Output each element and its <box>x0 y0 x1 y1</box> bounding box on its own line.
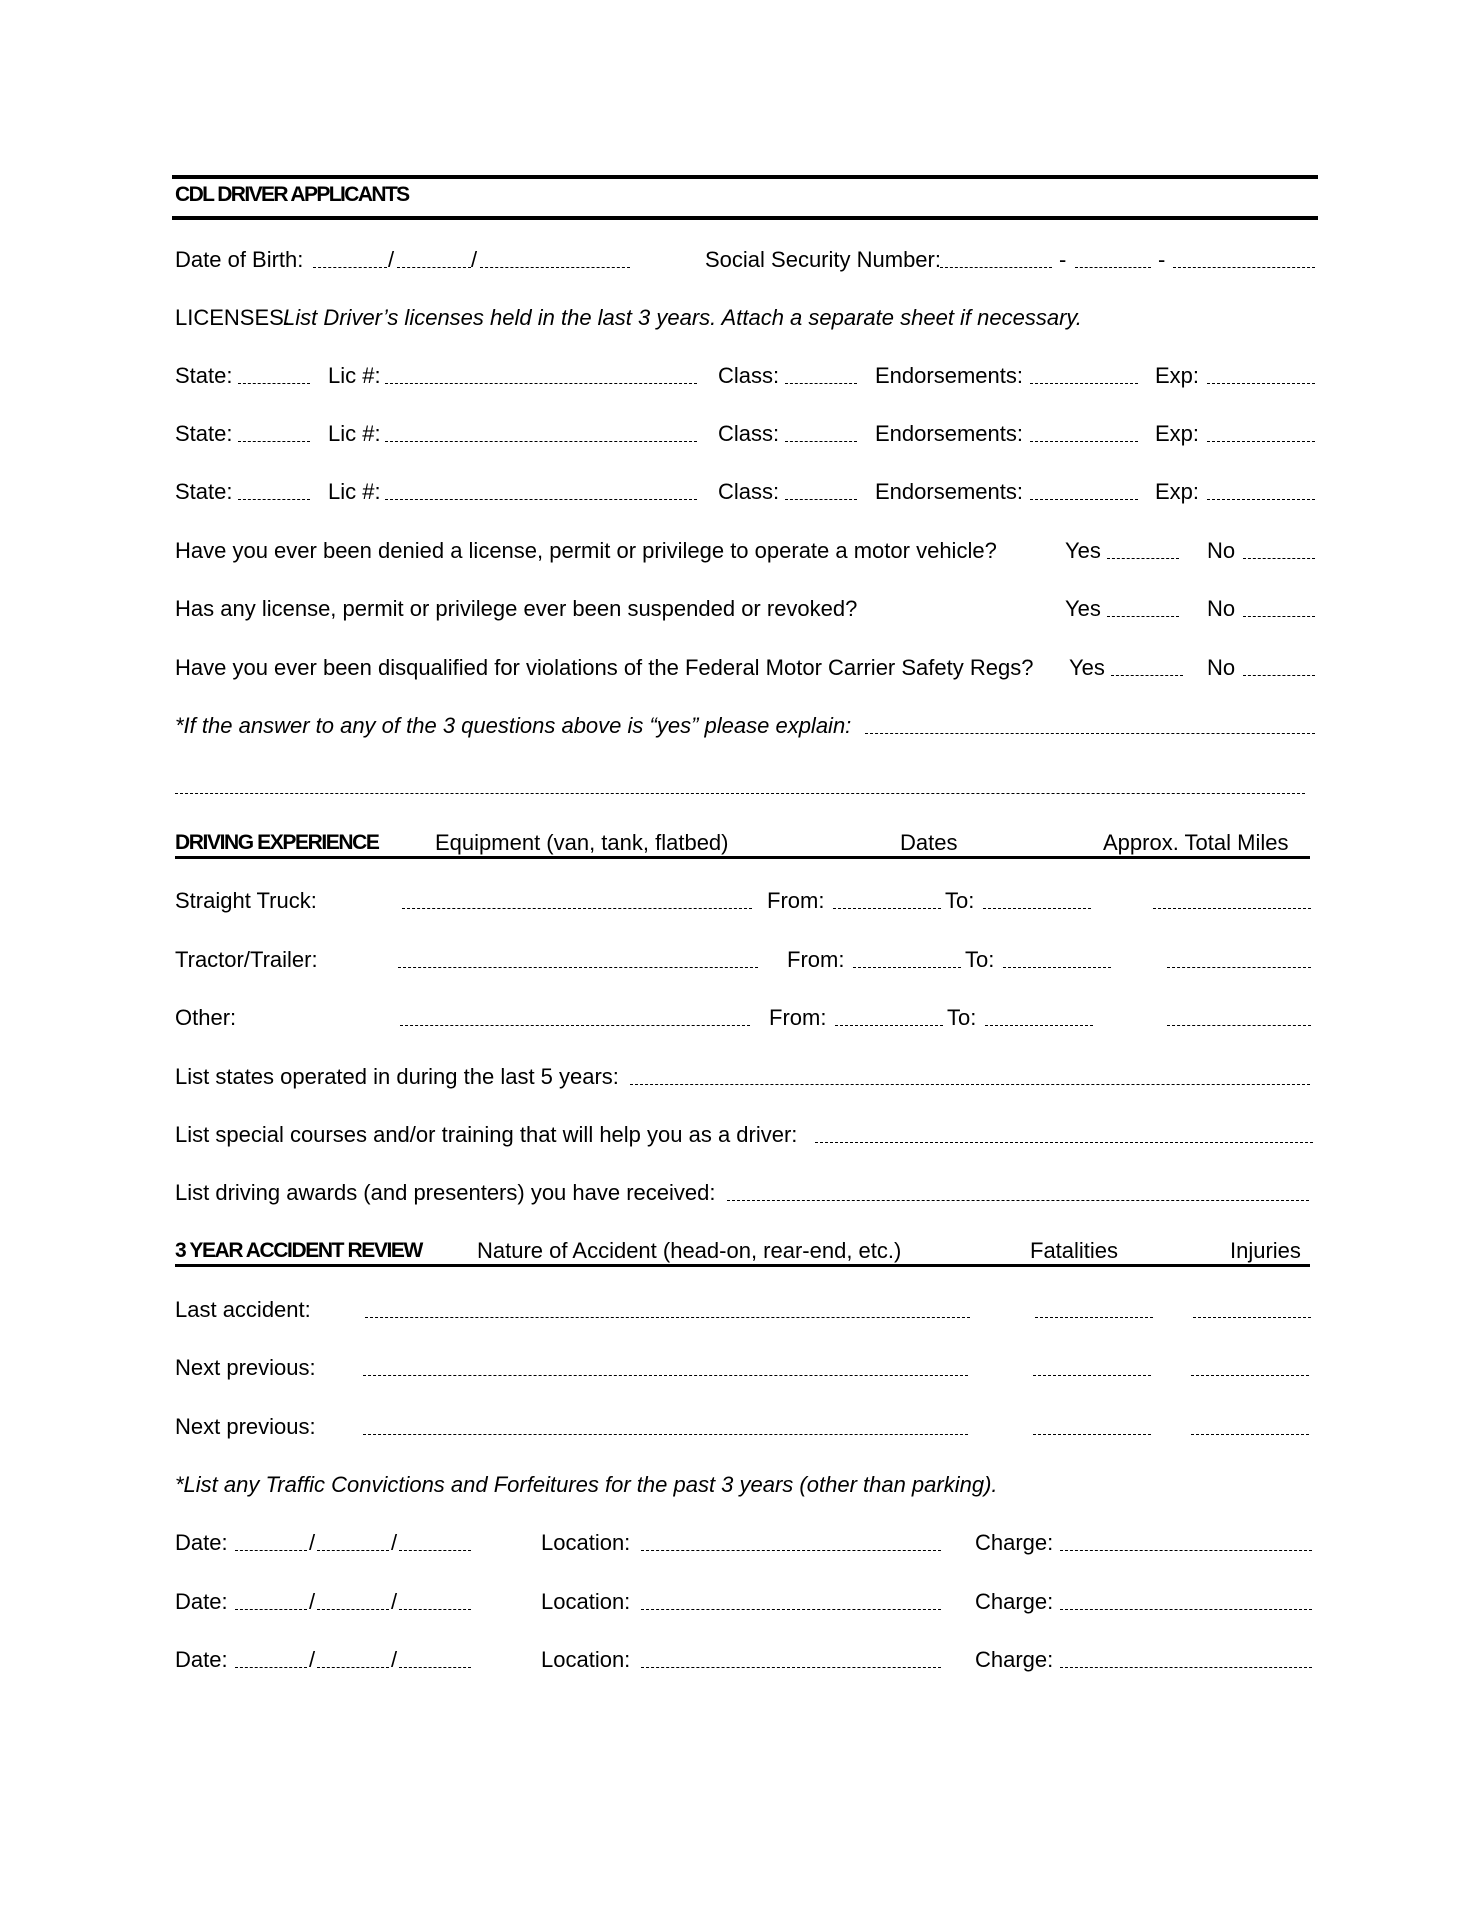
lic-number-label: Lic #: <box>328 363 381 388</box>
accident-nature-field[interactable] <box>363 1353 968 1376</box>
date-label: Date: <box>175 1647 228 1672</box>
convictions-note-row <box>175 1470 1315 1500</box>
col-dates: Dates <box>900 830 958 855</box>
licenses-instruction-row <box>175 303 1315 333</box>
license-class-field[interactable] <box>785 477 857 500</box>
col-injuries: Injuries <box>1230 1238 1301 1263</box>
fatalities-field[interactable] <box>1033 1353 1151 1376</box>
license-exp-field[interactable] <box>1207 419 1315 442</box>
conviction-charge-field[interactable] <box>1060 1528 1312 1551</box>
question-row-denied <box>175 536 1315 566</box>
miles-field[interactable] <box>1167 945 1311 968</box>
no-label: No <box>1207 538 1236 563</box>
date-label: Date: <box>175 1589 228 1614</box>
lic-number-label: Lic #: <box>328 479 381 504</box>
conviction-row <box>175 1587 1315 1617</box>
ssn-part1-field[interactable] <box>940 245 1052 268</box>
experience-row-other <box>175 1003 1315 1033</box>
to-label: To: <box>947 1005 977 1030</box>
col-equipment: Equipment (van, tank, flatbed) <box>435 830 729 855</box>
yes-label: Yes <box>1065 596 1101 621</box>
state-label: State: <box>175 479 233 504</box>
conviction-location-field[interactable] <box>641 1587 941 1610</box>
to-label: To: <box>965 947 995 972</box>
date-slash: / <box>391 1530 398 1555</box>
equipment-type-label: Straight Truck: <box>175 888 317 913</box>
from-date-field[interactable] <box>853 945 961 968</box>
accident-label: Next previous: <box>175 1355 316 1380</box>
from-label: From: <box>769 1005 827 1030</box>
conviction-location-field[interactable] <box>641 1645 941 1668</box>
injuries-field[interactable] <box>1191 1353 1309 1376</box>
question-text: Have you ever been denied a license, permit or privilege to operate a motor vehicle? <box>175 538 997 563</box>
experience-row-tractor-trailer <box>175 945 1315 975</box>
equipment-field[interactable] <box>402 886 752 909</box>
to-date-field[interactable] <box>1003 945 1111 968</box>
to-date-field[interactable] <box>985 1003 1093 1026</box>
col-nature: Nature of Accident (head-on, rear-end, etc.) <box>477 1238 902 1263</box>
license-row <box>175 419 1315 449</box>
fatalities-field[interactable] <box>1035 1295 1153 1318</box>
accident-review-header <box>175 1236 1315 1266</box>
equipment-type-label: Tractor/Trailer: <box>175 947 318 972</box>
equipment-field[interactable] <box>398 945 758 968</box>
date-slash: / <box>391 1647 398 1672</box>
special-courses-label: List special courses and/or training that will help you as a driver: <box>175 1122 798 1147</box>
miles-field[interactable] <box>1153 886 1311 909</box>
endorsements-label: Endorsements: <box>875 363 1023 388</box>
driving-awards-label: List driving awards (and presenters) you have received: <box>175 1180 716 1205</box>
no-label: No <box>1207 655 1236 680</box>
license-state-field[interactable] <box>238 477 310 500</box>
ssn-part2-field[interactable] <box>1075 245 1151 268</box>
charge-label: Charge: <box>975 1530 1054 1555</box>
question-row-disqualified <box>175 653 1315 683</box>
accident-row-last <box>175 1295 1315 1325</box>
accident-review-heading: 3 YEAR ACCIDENT REVIEW <box>175 1239 422 1262</box>
special-courses-row <box>175 1120 1315 1150</box>
location-label: Location: <box>541 1530 631 1555</box>
dob-slash-1: / <box>388 247 395 272</box>
col-fatalities: Fatalities <box>1030 1238 1119 1263</box>
equipment-type-label: Other: <box>175 1005 237 1030</box>
conviction-charge-field[interactable] <box>1060 1587 1312 1610</box>
date-label: Date: <box>175 1530 228 1555</box>
conviction-year-field[interactable] <box>399 1645 471 1668</box>
dob-day-field[interactable] <box>397 245 471 268</box>
top-rule <box>172 175 1318 179</box>
yes-field[interactable] <box>1107 594 1179 617</box>
dob-ssn-row <box>175 245 1315 275</box>
conviction-month-field[interactable] <box>235 1587 307 1610</box>
date-slash: / <box>309 1589 316 1614</box>
miles-field[interactable] <box>1167 1003 1311 1026</box>
accident-row-next-previous <box>175 1353 1315 1383</box>
license-number-field[interactable] <box>385 361 697 384</box>
fatalities-field[interactable] <box>1033 1412 1151 1435</box>
license-number-field[interactable] <box>385 477 697 500</box>
explain-label: *If the answer to any of the 3 questions above is “yes” please explain: <box>175 713 852 738</box>
class-label: Class: <box>718 363 780 388</box>
license-row <box>175 477 1315 507</box>
explain-field[interactable] <box>865 711 1315 734</box>
states-operated-field[interactable] <box>630 1062 1310 1085</box>
from-label: From: <box>787 947 845 972</box>
states-operated-label: List states operated in during the last 5 years: <box>175 1064 619 1089</box>
class-label: Class: <box>718 479 780 504</box>
to-date-field[interactable] <box>983 886 1091 909</box>
license-state-field[interactable] <box>238 419 310 442</box>
yes-field[interactable] <box>1111 653 1183 676</box>
driving-experience-underline <box>175 856 1310 859</box>
charge-label: Charge: <box>975 1589 1054 1614</box>
page-title: CDL DRIVER APPLICANTS <box>175 183 409 206</box>
explain-continuation-field[interactable] <box>175 771 1305 794</box>
location-label: Location: <box>541 1589 631 1614</box>
equipment-field[interactable] <box>400 1003 750 1026</box>
dob-year-field[interactable] <box>480 245 630 268</box>
driving-experience-header <box>175 828 1315 858</box>
accident-label: Next previous: <box>175 1414 316 1439</box>
explain-row <box>175 711 1315 741</box>
explain-continuation-row <box>175 771 1315 801</box>
endorsements-label: Endorsements: <box>875 421 1023 446</box>
exp-label: Exp: <box>1155 479 1200 504</box>
conviction-day-field[interactable] <box>317 1528 389 1551</box>
license-state-field[interactable] <box>238 361 310 384</box>
to-label: To: <box>945 888 975 913</box>
conviction-year-field[interactable] <box>399 1587 471 1610</box>
convictions-note: *List any Traffic Convictions and Forfeitures for the past 3 years (other than parking). <box>175 1472 998 1497</box>
no-field[interactable] <box>1243 594 1315 617</box>
charge-label: Charge: <box>975 1647 1054 1672</box>
conviction-day-field[interactable] <box>317 1587 389 1610</box>
experience-row-straight-truck <box>175 886 1315 916</box>
yes-label: Yes <box>1069 655 1105 680</box>
from-date-field[interactable] <box>835 1003 943 1026</box>
ssn-part3-field[interactable] <box>1173 245 1315 268</box>
dob-slash-2: / <box>471 247 478 272</box>
from-label: From: <box>767 888 825 913</box>
from-date-field[interactable] <box>833 886 941 909</box>
question-row-suspended <box>175 594 1315 624</box>
license-exp-field[interactable] <box>1207 361 1315 384</box>
license-row <box>175 361 1315 391</box>
special-courses-field[interactable] <box>815 1120 1313 1143</box>
col-miles: Approx. Total Miles <box>1103 830 1289 855</box>
ssn-label: Social Security Number: <box>705 247 941 272</box>
date-slash: / <box>391 1589 398 1614</box>
conviction-month-field[interactable] <box>235 1645 307 1668</box>
conviction-location-field[interactable] <box>641 1528 941 1551</box>
driving-experience-heading: DRIVING EXPERIENCE <box>175 831 379 854</box>
endorsements-label: Endorsements: <box>875 479 1023 504</box>
driving-awards-row <box>175 1178 1315 1208</box>
license-class-field[interactable] <box>785 361 857 384</box>
date-slash: / <box>309 1647 316 1672</box>
no-field[interactable] <box>1243 536 1315 559</box>
accident-row-next-previous <box>175 1412 1315 1442</box>
class-label: Class: <box>718 421 780 446</box>
dob-month-field[interactable] <box>313 245 387 268</box>
licenses-instruction: List Driver’s licenses held in the last 3 years. Attach a separate sheet if necessary. <box>283 305 1082 330</box>
states-operated-row <box>175 1062 1315 1092</box>
title-bottom-rule <box>172 216 1318 220</box>
state-label: State: <box>175 421 233 446</box>
accident-nature-field[interactable] <box>363 1412 968 1435</box>
accident-label: Last accident: <box>175 1297 311 1322</box>
license-exp-field[interactable] <box>1207 477 1315 500</box>
question-text: Has any license, permit or privilege ever been suspended or revoked? <box>175 596 858 621</box>
injuries-field[interactable] <box>1193 1295 1311 1318</box>
location-label: Location: <box>541 1647 631 1672</box>
injuries-field[interactable] <box>1191 1412 1309 1435</box>
driving-awards-field[interactable] <box>727 1178 1309 1201</box>
ssn-dash-2: - <box>1158 247 1166 272</box>
conviction-day-field[interactable] <box>317 1645 389 1668</box>
exp-label: Exp: <box>1155 421 1200 446</box>
license-number-field[interactable] <box>385 419 697 442</box>
ssn-dash-1: - <box>1059 247 1067 272</box>
license-endorsements-field[interactable] <box>1030 477 1138 500</box>
accident-review-underline <box>175 1264 1310 1267</box>
yes-label: Yes <box>1065 538 1101 563</box>
yes-field[interactable] <box>1107 536 1179 559</box>
no-field[interactable] <box>1243 653 1315 676</box>
exp-label: Exp: <box>1155 363 1200 388</box>
lic-number-label: Lic #: <box>328 421 381 446</box>
conviction-row <box>175 1528 1315 1558</box>
conviction-row <box>175 1645 1315 1675</box>
accident-nature-field[interactable] <box>365 1295 970 1318</box>
conviction-charge-field[interactable] <box>1060 1645 1312 1668</box>
licenses-label: LICENSES: <box>175 305 290 330</box>
question-text: Have you ever been disqualified for violations of the Federal Motor Carrier Safety Regs? <box>175 655 1034 680</box>
title-row <box>175 180 1315 210</box>
license-endorsements-field[interactable] <box>1030 419 1138 442</box>
no-label: No <box>1207 596 1236 621</box>
license-endorsements-field[interactable] <box>1030 361 1138 384</box>
conviction-year-field[interactable] <box>399 1528 471 1551</box>
conviction-month-field[interactable] <box>235 1528 307 1551</box>
date-slash: / <box>309 1530 316 1555</box>
license-class-field[interactable] <box>785 419 857 442</box>
dob-label: Date of Birth: <box>175 247 304 272</box>
state-label: State: <box>175 363 233 388</box>
